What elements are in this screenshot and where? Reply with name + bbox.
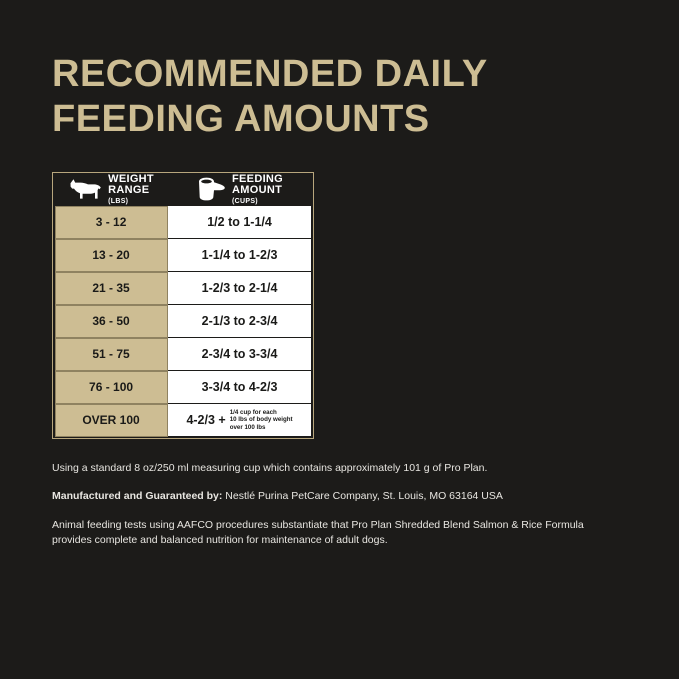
weight-range-value: 21 - 35	[55, 272, 168, 305]
weight-range-value: 3 - 12	[55, 206, 168, 239]
table-row	[55, 338, 312, 371]
header-amount-line-2: AMOUNT	[232, 184, 283, 197]
manufacturer-note	[52, 489, 598, 504]
header-amount-line-1: FEEDING	[232, 172, 284, 185]
feeding-amount-value: 1-1/4 to 1-2/3	[168, 239, 312, 272]
table-row	[55, 371, 312, 404]
feeding-amount-value: 1/2 to 1-1/4	[168, 206, 312, 239]
table-row	[55, 404, 312, 437]
header-weight-line-2: RANGE	[108, 184, 150, 197]
manufacturer-value: Nestlé Purina PetCare Company, St. Louis, MO 63164 USA	[222, 490, 503, 503]
table-row	[55, 206, 312, 239]
feeding-amounts-table	[54, 174, 312, 437]
header-weight-text	[108, 174, 154, 205]
aafco-statement: Animal feeding tests using AAFCO procedures substantiate that Pro Plan Shredded Blend Salmon & Rice Formula provides complete and balanced nutrition for maintenance of adult dogs.	[52, 518, 584, 546]
manufacturer-label: Manufactured and Guaranteed by:	[52, 490, 223, 503]
header-weight-range	[55, 174, 168, 206]
feeding-amount-value: 3-3/4 to 4-2/3	[168, 371, 312, 404]
weight-range-value: OVER 100	[55, 404, 168, 437]
footnotes	[52, 461, 598, 548]
feeding-amount-value: 2-1/3 to 2-3/4	[168, 305, 312, 338]
feeding-amount-note: 1/4 cup for each 10 lbs of body weight over 100 lbs	[229, 408, 293, 431]
page-title-line-2: FEEDING AMOUNTS	[52, 97, 430, 140]
table-row	[55, 239, 312, 272]
feeding-table-body	[55, 206, 312, 437]
feeding-amount-value	[168, 404, 312, 437]
header-weight-line-1: WEIGHT	[108, 172, 154, 185]
weight-range-value: 51 - 75	[55, 338, 168, 371]
feeding-amount-value: 1-2/3 to 2-1/4	[168, 272, 312, 305]
measuring-cup-note: Using a standard 8 oz/250 ml measuring cup which contains approximately 101 g of Pro Plan.	[52, 462, 488, 475]
dog-silhouette-icon	[68, 178, 102, 200]
header-amount-unit: (CUPS)	[232, 197, 258, 205]
feeding-amount-base: 4-2/3 +	[186, 413, 226, 428]
table-row	[55, 305, 312, 338]
header-feeding-amount	[168, 174, 312, 206]
weight-range-value: 76 - 100	[55, 371, 168, 404]
header-amount-text	[232, 174, 283, 205]
measuring-cup-icon	[196, 177, 226, 201]
page-title-line-1: RECOMMENDED DAILY	[52, 53, 488, 95]
table-header-row	[55, 174, 312, 206]
page-title	[52, 52, 627, 142]
weight-range-value: 36 - 50	[55, 305, 168, 338]
weight-range-value: 13 - 20	[55, 239, 168, 272]
header-weight-unit: (LBS)	[108, 197, 129, 205]
feeding-table-container	[52, 172, 314, 439]
feeding-amount-value: 2-3/4 to 3-3/4	[168, 338, 312, 371]
table-row	[55, 272, 312, 305]
